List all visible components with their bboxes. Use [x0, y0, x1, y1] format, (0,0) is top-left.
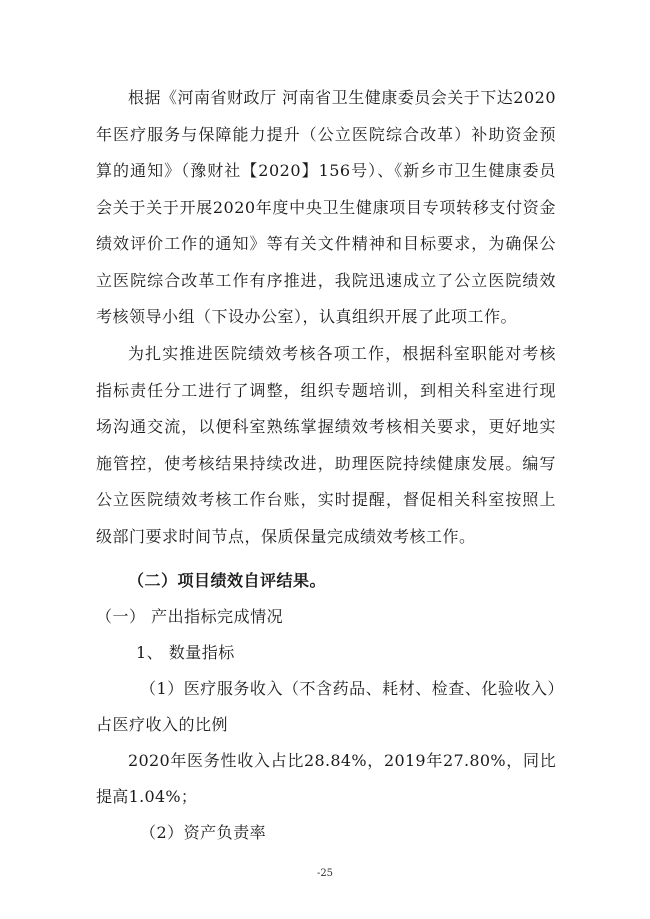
section-heading: （二）项目绩效自评结果。: [128, 571, 327, 590]
subsection-heading: （一） 产出指标完成情况: [96, 607, 284, 626]
sub-item-heading: 1、 数量指标: [136, 643, 235, 662]
item-1-body: 2020年医务性收入占比28.84%，2019年27.80%，同比提高1.04%；: [96, 751, 556, 806]
item-2-title: （2）资产负责率: [140, 823, 267, 842]
item-1-title: （1）医疗服务收入（不含药品、耗材、检查、化验收入）占医疗收入的比例: [96, 679, 556, 734]
paragraph-intro: 根据《河南省财政厅 河南省卫生健康委员会关于下达2020年医疗服务与保障能力提升（公立医院综合改革）补助资金预算的通知》（豫财社【2020】156号）、《新乡市卫生健康委员会关于关于开展2020年度中央卫生健康项目专项转移支付资金绩效评价工作的通知》等有关文件精神和目标要求，为确保公立医院综合改革工作有序推进，我院迅速成立了公立医院绩效考核领导小组（下设办公室），认真组织开展了此项工作。: [96, 88, 556, 326]
page-number: -25: [316, 868, 334, 879]
paragraph-implementation: 为扎实推进医院绩效考核各项工作，根据科室职能对考核指标责任分工进行了调整，组织专题培训，到相关科室进行现场沟通交流，以便科室熟练掌握绩效考核相关要求，更好地实施管控，使考核结果持续改进，助理医院持续健康发展。编写公立医院绩效考核工作台账，实时提醒，督促相关科室按照上级部门要求时间节点，保质保量完成绩效考核工作。: [96, 344, 556, 546]
